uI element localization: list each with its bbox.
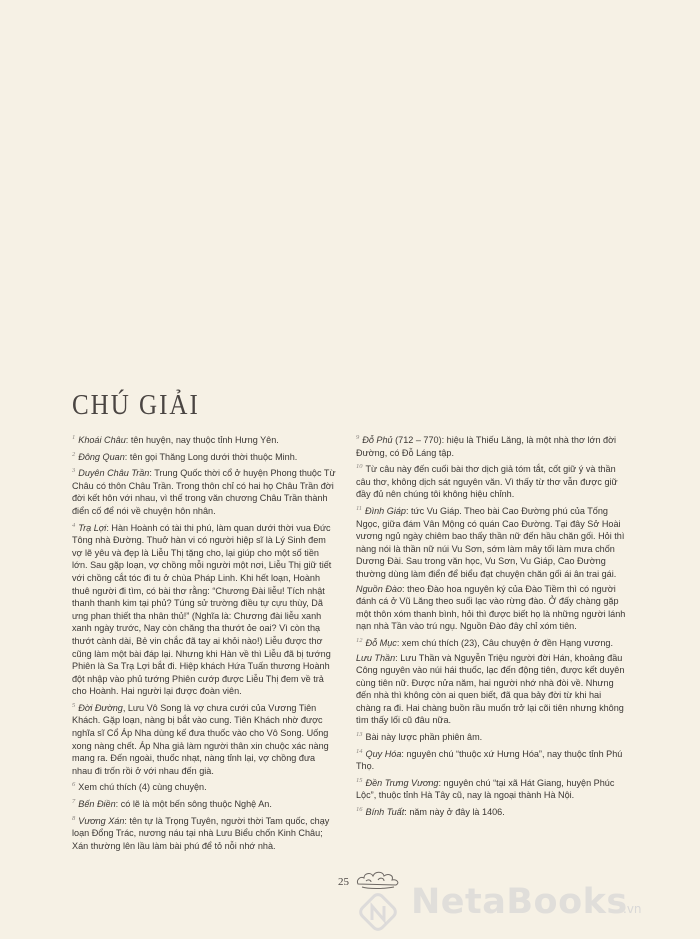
- note-term: Lưu Thần: [356, 652, 396, 663]
- note-item: [356, 775, 628, 802]
- note-item: [356, 503, 628, 581]
- note-number: 2: [72, 450, 76, 458]
- note-text: : tên gọi Thăng Long dưới thời thuộc Minh.: [124, 451, 298, 462]
- note-text: : tên tự là Trọng Tuyên, người thời Tam quốc, chạy loạn Đổng Trác, nương náu tại nhà Lưu Biểu chốn Kinh Châu; Xán thường lên lầu làm bài phú để tỏ nỗi nhớ nhà.: [72, 815, 330, 851]
- note-term: Vương Xán: [78, 815, 125, 826]
- page-number: 25: [338, 876, 349, 888]
- notes-column-right: [356, 432, 628, 821]
- note-text: Xem chú thích (4) cùng chuyện.: [78, 782, 207, 793]
- note-term: Đời Đường: [78, 702, 123, 713]
- note-term: Nguồn Đào: [356, 583, 403, 594]
- note-item: [72, 432, 336, 447]
- note-number: 11: [356, 504, 363, 512]
- watermark-suffix: .vn: [623, 902, 642, 916]
- note-number: 16: [356, 806, 363, 814]
- note-term: Đền Trưng Vương: [365, 777, 439, 788]
- note-text: : có lẽ là một bến sông thuộc Nghệ An.: [115, 799, 272, 810]
- note-number: 4: [72, 521, 76, 529]
- note-text: : theo Đào hoa nguyên ký của Đào Tiềm thì có người đánh cá ở Vũ Lăng theo suối lạc vào rừng đào. Ở đấy chàng gặp một thôn xóm thanh bình, hỏi thì được biết họ là những người lánh nạn nhà Tần vào trú ngụ. Nguồn Đào đây chỉ xóm tiên.: [356, 583, 626, 632]
- note-item: [356, 746, 628, 773]
- note-item: [72, 779, 336, 794]
- note-text: : nguyên chú “thuộc xứ Hưng Hóa”, nay thuộc tỉnh Phú Thọ.: [356, 748, 623, 772]
- note-number: 10: [356, 463, 363, 471]
- note-number: 15: [356, 776, 363, 784]
- note-number: 14: [356, 747, 363, 755]
- note-number: 7: [72, 798, 76, 806]
- note-term: Quy Hóa: [365, 748, 402, 759]
- note-term: Đỗ Phủ: [362, 435, 393, 445]
- note-term: Đình Giáp: [365, 505, 406, 516]
- note-number: 8: [72, 814, 76, 822]
- note-term: Khoái Châu: [78, 435, 126, 445]
- note-item: [72, 465, 336, 517]
- note-term: Trạ Lợi: [78, 522, 107, 533]
- notes-column-left: [72, 432, 336, 854]
- note-item: [356, 583, 628, 633]
- note-number: 13: [356, 731, 363, 739]
- note-text: : năm này ở đây là 1406.: [404, 807, 505, 818]
- cloud-ornament-icon: [354, 868, 406, 890]
- note-text: : Hàn Hoành có tài thi phú, làm quan dưới thời vua Đức Tông nhà Đường. Thuở hàn vi có người hiệp sĩ là Lý Sinh đem vợ lẽ yêu và đẹp là Liễu Thị tặng cho, lại giúp cho một số tiền lớn. Sau gặp loạn, vợ chồng mỗi người một nơi, Liễu Thị giữ tiết với chồng cắt tóc đi tu ở chùa Pháp Linh. Khi hết loạn, Hoành thuê người đi tìm, có bài thơ rằng: “Chương Đài liễu! Tích nhật thanh thanh kim tại phủ? Túng sử trường điều tự cựu thùy, Dã ưng phan thiết tha nhân thủ!” (Nghĩa là: Chương đài liễu xanh xanh ngày trước, Nay còn chăng tha thướt ỏe oai? Vì còn thạ thướt cành dài, Bẻ vin chắc đã tay ai khỏi nào!) Liễu được thơ cũng làm một bài đáp lại. Nhưng khi Hàn về thì Liễu đã bị tướng Phiên là Sa Trạ Lợi bắt đi. Hiệp khách Hứa Tuấn thương Hoành đột nhập vào phủ tướng Phiên cướp được Liễu Thị đem về trả cho Hoành. Hai người lại được đoàn viên.: [72, 522, 332, 697]
- note-item: [72, 449, 336, 464]
- note-term: Đỗ Mục: [365, 637, 397, 648]
- note-text: : xem chú thích (23), Câu chuyện ở đền Hạng vương.: [396, 637, 614, 648]
- note-number: 12: [356, 636, 363, 644]
- note-number: 5: [72, 701, 76, 709]
- note-text: (712 – 770): hiệu là Thiếu Lăng, là một nhà thơ lớn đời Đường, có Đỗ Láng tập.: [356, 435, 617, 458]
- note-text: : Trung Quốc thời cổ ở huyện Phong thuộc Từ Châu có thôn Châu Trần. Trong thôn chỉ có hai họ Châu Trần đời đời kết hôn với nhau, vì thế trong văn chương Châu Trần thành điển cố để nói về chuyện hôn nhân.: [72, 468, 336, 516]
- page-title: CHÚ GIẢI: [72, 390, 200, 422]
- note-term: Duyên Châu Trần: [78, 468, 150, 479]
- note-term: Bính Tuất: [365, 807, 405, 818]
- note-text: , Lưu Vô Song là vợ chưa cưới của Vương Tiên Khách. Gặp loạn, nàng bị bắt vào cung. Tiên Khách nhờ được nghĩa sĩ Cổ Áp Nha dùng kế đưa thuốc vào cho Vô Song. Uống xong nàng chết. Áp Nha giả làm người thân xin chuộc xác nàng mang ra. Đến ngoài, thuốc nhạt, nàng tỉnh lại, vợ chồng đưa nhau đi trốn rồi ở với nhau đến già.: [72, 702, 329, 776]
- note-item: [72, 813, 336, 853]
- note-text: Từ câu này đến cuối bài thơ dịch giả tóm tắt, cốt giữ ý và thần câu thơ, không dịch sát nguyên văn. Vì thấy từ thơ vẫn được giữ đầy đủ nên chúng tôi không hiệu chỉnh.: [356, 464, 618, 500]
- note-item: [356, 432, 628, 459]
- note-text: Bài này lược phần phiên âm.: [365, 732, 483, 743]
- note-item: [72, 520, 336, 698]
- note-text: : Lưu Thần và Nguyễn Triệu người đời Hán, khoảng đầu Công nguyên vào núi hái thuốc, lạc đến động tiên, được kết duyên cùng tiên nữ. Được nửa năm, hai người nhớ nhà đòi về. Nhưng đến nhà thì không còn ai quen biết, đã qua bảy đời từ khi hai chàng ra đi. Hai chàng buồn rầu muốn trở lại cõi tiên nhưng không tìm thấy lối cũ đâu nữa.: [356, 652, 625, 726]
- note-number: 6: [72, 781, 76, 789]
- note-item: [356, 804, 628, 819]
- note-number: 1: [72, 434, 76, 441]
- note-number: 3: [72, 467, 76, 475]
- watermark-text: NetaBooks: [411, 882, 628, 922]
- note-term: Đông Quan: [78, 451, 125, 462]
- note-term: Bến Điền: [78, 799, 116, 810]
- note-item: [356, 461, 628, 501]
- note-text: : tức Vu Giáp. Theo bài Cao Đường phú của Tống Ngọc, giữa đám Vân Mộng có quán Cao Đường. Tại đây Sở Hoài vương ngủ ngày chiêm bao thấy thần nữ đến hầu chăn gối. Hỏi thì nàng nói là thần nữ núi Vu Sơn, sớm làm mây tối làm mưa chốn Dương Đài. Sau trong văn học, Vu Sơn, Vu Giáp, Cao Đường thường dùng làm điển để biểu đạt chuyện chăn gối ái ân trai gái.: [356, 505, 625, 579]
- note-number: 9: [356, 434, 360, 441]
- note-text: : tên huyện, nay thuộc tỉnh Hưng Yên.: [125, 435, 279, 445]
- netabooks-logo-icon: [356, 890, 404, 938]
- note-text: : nguyên chú “tại xã Hát Giang, huyện Phúc Lộc”, thuộc tỉnh Hà Tây cũ, nay là ngoại thành Hà Nội.: [356, 777, 615, 801]
- note-item: [356, 652, 628, 728]
- note-item: [72, 796, 336, 811]
- note-item: [356, 729, 628, 744]
- note-item: [72, 700, 336, 778]
- note-item: [356, 635, 628, 650]
